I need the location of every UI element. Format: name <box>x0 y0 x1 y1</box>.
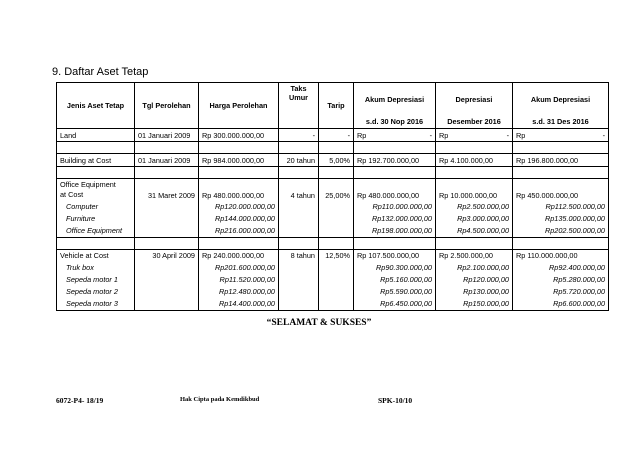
cell-akum1: Rp 192.700.000,00 <box>354 154 436 167</box>
cell-harga: Rp 984.000.000,00 <box>199 154 279 167</box>
cell-item-name: Furniture <box>57 213 135 225</box>
table-row-sub <box>57 213 609 225</box>
cell-akum1: Rp 480.000.000,00 <box>354 179 436 201</box>
closing-motto: “SELAMAT & SUKSES” <box>266 318 372 328</box>
cell-tgl: 31 Maret 2009 <box>135 179 199 201</box>
cell-akum2: Rp5.280.000,00 <box>513 274 609 286</box>
cell-jenis: Building at Cost <box>57 154 135 167</box>
cell-dep: Rp 2.500.000,00 <box>436 249 513 262</box>
cell-akum2 <box>513 129 609 142</box>
cell-tgl: 01 Januari 2009 <box>135 129 199 142</box>
header-row <box>57 83 609 116</box>
cell-dep: Rp3.000.000,00 <box>436 213 513 225</box>
cell-tgl: 30 April 2009 <box>135 249 199 262</box>
header-akum2: Akum Depresiasi <box>513 83 609 116</box>
cell-harga: Rp14.400.000,00 <box>199 298 279 311</box>
cell-akum1: Rp90.300.000,00 <box>354 262 436 274</box>
cell-akum2: Rp202.500.000,00 <box>513 225 609 238</box>
cell-item-name: Office Equipment <box>57 225 135 238</box>
section-title: 9. Daftar Aset Tetap <box>52 66 149 78</box>
cell-harga: Rp12.480.000,00 <box>199 286 279 298</box>
cell-akum1: Rp6.450.000,00 <box>354 298 436 311</box>
cell-akum2: Rp 196.800.000,00 <box>513 154 609 167</box>
header-taks-umur: Taks Umur <box>279 83 319 129</box>
value: - <box>602 130 605 140</box>
table-row-sub <box>57 274 609 286</box>
value: - <box>506 130 509 140</box>
cell-umur: 4 tahun <box>279 179 319 201</box>
spacer-row <box>57 237 609 249</box>
header-tgl: Tgl Perolehan <box>135 83 199 129</box>
footer-copyright: Hak Cipta pada Kemdikbud <box>180 396 260 403</box>
cell-akum1: Rp5.590.000,00 <box>354 286 436 298</box>
cell-harga: Rp120.000.000,00 <box>199 201 279 213</box>
cell-akum1: Rp198.000.000,00 <box>354 225 436 238</box>
value: - <box>429 130 432 140</box>
cell-akum2: Rp135.000.000,00 <box>513 213 609 225</box>
cell-tarip: - <box>319 129 354 142</box>
cell-dep: Rp2.500.000,00 <box>436 201 513 213</box>
cell-jenis: Land <box>57 129 135 142</box>
cell-harga: Rp201.600.000,00 <box>199 262 279 274</box>
cell-jenis: Vehicle at Cost <box>57 249 135 262</box>
cell-akum2: Rp92.400.000,00 <box>513 262 609 274</box>
cell-akum2: Rp112.500.000,00 <box>513 201 609 213</box>
table-row-sub <box>57 225 609 238</box>
cell-umur: 8 tahun <box>279 249 319 262</box>
header-harga: Harga Perolehan <box>199 83 279 129</box>
currency-label: Rp <box>516 130 526 140</box>
cell-dep: Rp4.500.000,00 <box>436 225 513 238</box>
cell-dep: Rp 10.000.000,00 <box>436 179 513 201</box>
header-dep: Depresiasi <box>436 83 513 116</box>
cell-akum2: Rp 450.000.000,00 <box>513 179 609 201</box>
cell-akum1: Rp5.160.000,00 <box>354 274 436 286</box>
fixed-asset-table <box>56 82 609 311</box>
cell-dep <box>436 129 513 142</box>
header-dep-period: Desember 2016 <box>436 115 513 129</box>
cell-tgl: 01 Januari 2009 <box>135 154 199 167</box>
spacer-row <box>57 142 609 154</box>
cell-item-name: Sepeda motor 1 <box>57 274 135 286</box>
cell-akum2: Rp5.720.000,00 <box>513 286 609 298</box>
cell-harga: Rp 240.000.000,00 <box>199 249 279 262</box>
header-akum2-period: s.d. 31 Des 2016 <box>513 115 609 129</box>
cell-tarip: 5,00% <box>319 154 354 167</box>
table-row-sub <box>57 286 609 298</box>
cell-harga: Rp 300.000.000,00 <box>199 129 279 142</box>
cell-dep: Rp120.000,00 <box>436 274 513 286</box>
jenis-line-1: Office Equipment <box>60 180 116 189</box>
cell-jenis <box>57 179 135 201</box>
cell-item-name: Computer <box>57 201 135 213</box>
header-jenis: Jenis Aset Tetap <box>57 83 135 129</box>
table-row-land <box>57 129 609 142</box>
cell-harga: Rp144.000.000,00 <box>199 213 279 225</box>
cell-akum1 <box>354 129 436 142</box>
spacer-row <box>57 167 609 179</box>
cell-umur: 20 tahun <box>279 154 319 167</box>
currency-label: Rp <box>439 130 449 140</box>
cell-item-name: Sepeda motor 2 <box>57 286 135 298</box>
currency-label: Rp <box>357 130 367 140</box>
cell-umur: - <box>279 129 319 142</box>
jenis-line-2: at Cost <box>60 189 84 199</box>
table-row-vehicle <box>57 249 609 262</box>
footer-page-code: SPK-10/10 <box>378 396 413 405</box>
table-row-sub <box>57 298 609 311</box>
cell-item-name: Sepeda motor 3 <box>57 298 135 311</box>
table-row-sub <box>57 201 609 213</box>
header-akum1-period: s.d. 30 Nop 2016 <box>354 115 436 129</box>
cell-dep: Rp 4.100.000,00 <box>436 154 513 167</box>
cell-tarip: 12,50% <box>319 249 354 262</box>
table-row-sub <box>57 262 609 274</box>
cell-akum2: Rp 110.000.000,00 <box>513 249 609 262</box>
table-row-office <box>57 179 609 201</box>
cell-dep: Rp130.000,00 <box>436 286 513 298</box>
cell-harga: Rp11.520.000,00 <box>199 274 279 286</box>
cell-akum1: Rp132.000.000,00 <box>354 213 436 225</box>
cell-akum2: Rp6.600.000,00 <box>513 298 609 311</box>
cell-dep: Rp2.100.000,00 <box>436 262 513 274</box>
cell-akum1: Rp 107.500.000,00 <box>354 249 436 262</box>
cell-harga: Rp 480.000.000,00 <box>199 179 279 201</box>
cell-akum1: Rp110.000.000,00 <box>354 201 436 213</box>
cell-item-name: Truk box <box>57 262 135 274</box>
header-tarip: Tarip <box>319 83 354 129</box>
table-row-building <box>57 154 609 167</box>
header-akum1: Akum Depresiasi <box>354 83 436 116</box>
footer-code: 6072-P4- 18/19 <box>56 396 104 405</box>
cell-dep: Rp150.000,00 <box>436 298 513 311</box>
cell-harga: Rp216.000.000,00 <box>199 225 279 238</box>
cell-tarip: 25,00% <box>319 179 354 201</box>
